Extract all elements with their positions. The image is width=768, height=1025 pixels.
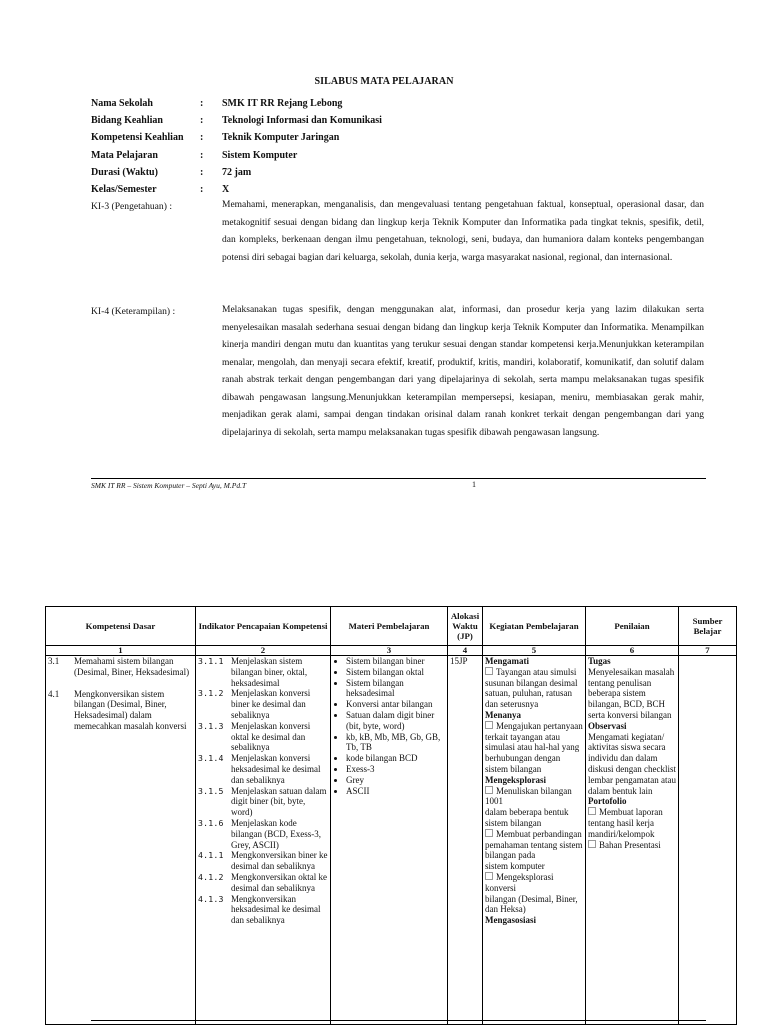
penilaian-text: Tugas: [588, 656, 611, 666]
materi-item: • kb, kB, Mb, MB, Gb, GB, Tb, TB: [346, 732, 445, 754]
cell-indikator: [196, 656, 331, 1025]
kegiatan-line: [485, 840, 583, 862]
column-number: 7: [679, 646, 737, 656]
column-number: 1: [46, 646, 196, 656]
cell-kegiatan: [483, 656, 586, 1025]
materi-item: • Sistem bilangan biner: [346, 656, 445, 667]
indikator-number: 3.1.6: [198, 817, 224, 828]
ki3-text: Memahami, menerapkan, menganalisis, dan mengevaluasi tentang pengetahuan faktual, konseptual, operasional dasar, dan metakognitif sesuai dengan bidang dan lingkup kerja Teknik Komputer dan Informatika pada tingkat teknis, spesifik, detil, dan kompleks, berkenaan dengan ilmu pengetahuan, teknologi, seni, budaya, dan humaniora dalam konteks pengembangan potensi diri sebagai bagian dari keluarga, sekolah, dunia kerja, warga masyarakat nasional, regional, dan internasional.: [222, 200, 704, 263]
column-number: 3: [331, 646, 448, 656]
identity-label: Nama Sekolah: [91, 98, 153, 109]
kegiatan-line: [485, 678, 583, 689]
indikator-number: 3.1.2: [198, 688, 224, 699]
penilaian-line: [588, 667, 676, 721]
indikator-item: [198, 850, 328, 872]
materi-list: [333, 656, 445, 796]
identity-value: Teknologi Informasi dan Komunikasi: [222, 115, 382, 126]
materi-item: • kode bilangan BCD: [346, 753, 445, 764]
kd-item: [48, 656, 193, 678]
identity-value: Sistem Komputer: [222, 150, 298, 161]
checkbox-icon: [485, 721, 493, 729]
checkbox-icon: [485, 786, 493, 794]
identity-value: 72 jam: [222, 167, 252, 178]
indikator-text: Menjelaskan konversi heksadesimal ke desimal dan sebaliknya: [231, 753, 321, 785]
materi-item: • Sistem bilangan oktal: [346, 667, 445, 678]
indikator-item: [198, 818, 328, 850]
cell-alokasi: 15JP: [448, 656, 483, 1025]
indikator-item: [198, 721, 328, 753]
indikator-text: Mengkonversikan oktal ke desimal dan sebaliknya: [231, 871, 327, 893]
identity-colon: :: [200, 115, 204, 126]
kegiatan-text: Mengamati: [485, 656, 529, 666]
identity-colon: :: [200, 150, 204, 161]
kegiatan-text: dan Heksa): [485, 904, 526, 915]
column-number: 5: [483, 646, 586, 656]
materi-item: • Sistem bilangan heksadesimal: [346, 678, 445, 700]
indikator-number: 3.1.1: [198, 656, 224, 666]
kegiatan-line: [485, 786, 583, 808]
header-kompetensi-dasar: Kompetensi Dasar: [46, 607, 196, 646]
indikator-number: 3.1.3: [198, 720, 224, 731]
ki4-text: Melaksanakan tugas spesifik, dengan menggunakan alat, informasi, dan prosedur kerja yang lazim dilakukan serta menyelesaikan masalah sederhana sesuai dengan bidang dan lingkup kerja Teknik Komputer dan Informatika. Menampilkan kinerja mandiri dengan mutu dan kuantitas yang terukur sesuai dengan standar kompetensi kerja.Menunjukkan keterampilan menalar, mengolah, dan menyaji secara efektif, kreatif, produktif, kritis, mandiri, kolaboratif, komunikatif, dan solutif dalam ranah abstrak terkait dengan pengembangan dari yang dipelajarinya di sekolah, serta mampu melaksanakan tugas spesifik dibawah pengawasan langsung.Menunjukkan keterampilan mempersepsi, kesiapan, meniru, membiasakan gerak mahir, menjadikan gerak alami, sampai dengan tindakan orisinal dalam ranah konkret terkait dengan pengembangan dari yang dipelajarinya di sekolah, serta mampu melaksanakan tugas spesifik dibawah pengawasan langsung.: [222, 305, 704, 438]
indikator-item: [198, 894, 328, 926]
materi-item: • Exess-3: [346, 764, 445, 775]
header-indikator: Indikator Pencapaian Kompetensi: [196, 607, 331, 646]
checkbox-icon: [485, 829, 493, 837]
kegiatan-text: dalam beberapa bentuk sistem bilangan: [485, 807, 569, 828]
identity-colon: :: [200, 184, 204, 195]
kegiatan-text: terkait tayangan atau simulasi atau hal-hal yang: [485, 731, 580, 753]
materi-item: • Grey: [346, 775, 445, 786]
indikator-item: [198, 688, 328, 720]
header-kegiatan: Kegiatan Pembelajaran: [483, 607, 586, 646]
penilaian-text: Bahan Presentasi: [599, 839, 661, 850]
identity-colon: :: [200, 132, 204, 143]
footer-divider: [91, 478, 706, 479]
kd-text: Mengkonversikan sistem bilangan (Desimal, Biner, Heksadesimal) dalam memecahkan masalah konversi: [74, 688, 187, 731]
cell-sumber: [679, 656, 737, 1025]
kegiatan-text: Membuat perbandingan: [496, 828, 582, 839]
kegiatan-line: [485, 894, 583, 905]
ki4-label: KI-4 (Keterampilan) :: [91, 306, 176, 317]
indikator-number: 4.1.2: [198, 871, 224, 882]
header-alokasi: Alokasi Waktu (JP): [448, 607, 483, 646]
kd-text: Memahami sistem bilangan (Desimal, Biner, Heksadesimal): [74, 656, 190, 677]
kegiatan-text: Mengeksplorasi konversi: [485, 871, 554, 893]
penilaian-text: Menyelesaikan masalah tentang penulisan beberapa sistem bilangan, BCD, BCH serta konversi bilangan: [588, 666, 675, 720]
kegiatan-line: [485, 872, 583, 894]
kd-number: 3.1: [48, 656, 60, 666]
header-penilaian: Penilaian: [586, 607, 679, 646]
checkbox-icon: [588, 840, 596, 848]
kd-number: 4.1: [48, 688, 60, 699]
indikator-number: 4.1.1: [198, 850, 224, 861]
kegiatan-text: Menanya: [485, 709, 521, 720]
identity-value: X: [222, 184, 230, 195]
kegiatan-line: [485, 721, 583, 732]
indikator-item: [198, 656, 328, 688]
identity-label: Bidang Keahlian: [91, 115, 163, 126]
penilaian-line: [588, 656, 676, 667]
header-materi: Materi Pembelajaran: [331, 607, 448, 646]
penilaian-text: Observasi: [588, 720, 627, 731]
kegiatan-line: [485, 775, 583, 786]
bottom-divider: [91, 1020, 706, 1021]
kegiatan-line: [485, 710, 583, 721]
indikator-text: Mengkonversikan biner ke desimal dan sebaliknya: [231, 850, 328, 872]
identity-colon: :: [200, 167, 204, 178]
kegiatan-line: [485, 753, 583, 775]
indikator-text: Menjelaskan satuan dalam digit biner (bit, byte, word): [231, 785, 327, 818]
kegiatan-text: Mengeksplorasi: [485, 774, 547, 785]
kegiatan-line: [485, 807, 583, 829]
materi-item: • Konversi antar bilangan: [346, 699, 445, 710]
kegiatan-text: satuan, puluhan, ratusan dan seterusnya: [485, 688, 572, 710]
cell-kompetensi-dasar: [46, 656, 196, 1025]
kegiatan-line: [485, 829, 583, 840]
header-sumber: Sumber Belajar: [679, 607, 737, 646]
kegiatan-line: [485, 732, 583, 754]
kegiatan-text: Mengasosiasi: [485, 915, 537, 926]
identity-label: Kelas/Semester: [91, 184, 157, 195]
cell-penilaian: [586, 656, 679, 1025]
indikator-number: 3.1.5: [198, 785, 224, 796]
cell-materi: [331, 656, 448, 1025]
identity-label: Mata Pelajaran: [91, 150, 158, 161]
kd-item: [48, 689, 193, 732]
penilaian-line: [588, 840, 676, 851]
identity-value: Teknik Komputer Jaringan: [222, 132, 340, 143]
penilaian-line: [588, 732, 676, 797]
kegiatan-line: [485, 688, 583, 710]
identity-colon: :: [200, 98, 204, 109]
checkbox-icon: [485, 667, 493, 675]
column-number: 4: [448, 646, 483, 656]
kegiatan-text: bilangan (Desimal, Biner,: [485, 893, 578, 904]
column-number: 6: [586, 646, 679, 656]
indikator-item: [198, 753, 328, 785]
indikator-text: Menjelaskan sistem bilangan biner, oktal, heksadesimal: [231, 656, 308, 688]
checkbox-icon: [485, 872, 493, 880]
indikator-number: 3.1.4: [198, 753, 224, 764]
kegiatan-line: [485, 904, 583, 915]
kegiatan-text: susunan bilangan desimal: [485, 677, 578, 688]
page-title: SILABUS MATA PELAJARAN: [314, 76, 454, 87]
indikator-item: [198, 786, 328, 818]
penilaian-line: [588, 721, 676, 732]
indikator-item: [198, 872, 328, 894]
materi-item: • Satuan dalam digit biner (bit, byte, word): [346, 710, 445, 732]
page-number: 1: [472, 480, 476, 489]
kegiatan-text: Menuliskan bilangan 1001: [485, 785, 572, 807]
kegiatan-text: Mengajukan pertanyaan: [496, 720, 583, 731]
ki3-label: KI-3 (Pengetahuan) :: [91, 201, 172, 212]
kegiatan-line: [485, 656, 583, 667]
materi-item: • ASCII: [346, 786, 445, 797]
kegiatan-text: berhubungan dengan sistem bilangan: [485, 753, 561, 774]
kegiatan-text: sistem komputer: [485, 861, 545, 872]
penilaian-line: [588, 807, 676, 839]
penilaian-text: Membuat laporan tentang hasil kerja mandiri/kelompok: [588, 807, 663, 839]
kegiatan-line: [485, 861, 583, 872]
penilaian-text: Mengamati kegiatan/ aktivitas siswa secara individu dan dalam diskusi dengan checklist lembar pengamatan atau dalam bentuk lain: [588, 731, 676, 796]
identity-label: Kompetensi Keahlian: [91, 132, 184, 143]
indikator-text: Menjelaskan kode bilangan (BCD, Exess-3, Grey, ASCII): [231, 817, 321, 850]
kegiatan-line: [485, 667, 583, 678]
indikator-text: Menjelaskan konversi biner ke desimal dan sebaliknya: [231, 688, 311, 720]
penilaian-text: Portofolio: [588, 796, 627, 807]
kegiatan-text: Tayangan atau simulsi: [496, 666, 577, 677]
indikator-number: 4.1.3: [198, 893, 224, 904]
indikator-text: Mengkonversikan heksadesimal ke desimal dan sebaliknya: [231, 893, 321, 926]
column-number: 2: [196, 646, 331, 656]
penilaian-line: [588, 796, 676, 807]
identity-label: Durasi (Waktu): [91, 167, 158, 178]
indikator-text: Menjelaskan konversi oktal ke desimal dan sebaliknya: [231, 720, 311, 753]
kegiatan-line: [485, 915, 583, 926]
footer-text: SMK IT RR – Sistem Komputer – Septi Ayu, M.Pd.T: [91, 481, 247, 490]
table-row: [46, 656, 737, 1025]
identity-value: SMK IT RR Rejang Lebong: [222, 98, 343, 109]
syllabus-table: [45, 606, 737, 1025]
checkbox-icon: [588, 807, 596, 815]
kegiatan-text: pemahaman tentang sistem bilangan pada: [485, 839, 583, 861]
